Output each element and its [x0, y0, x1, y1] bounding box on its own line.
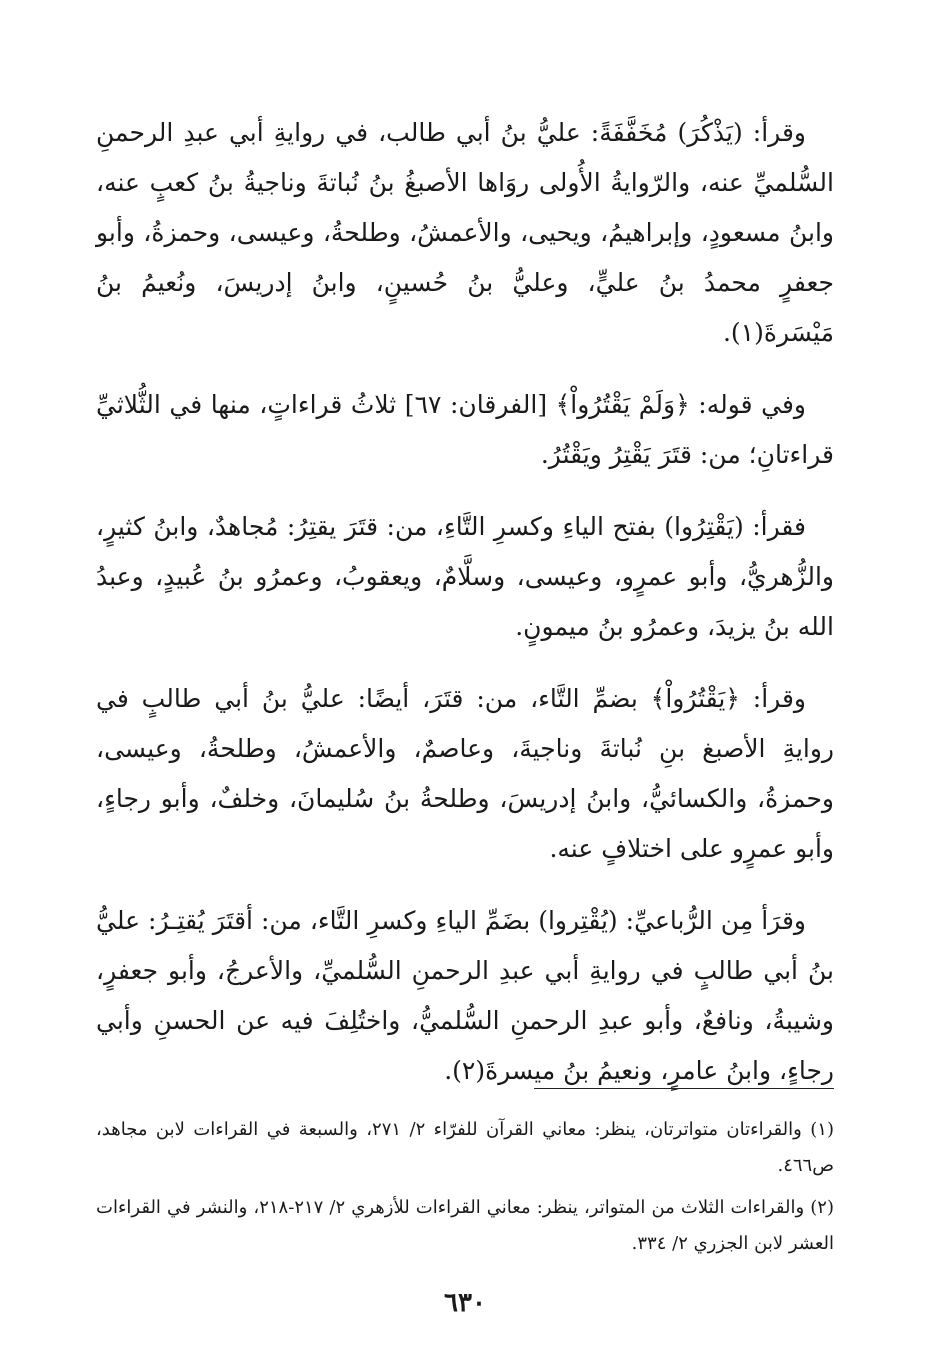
paragraph-5: وقرَأ مِن الرُّباعيِّ: (يُقْتِروا) بضَمِّ الياءِ وكسرِ التَّاء، من: أقتَرَ يُقتِـرُ: عليُّ بنُ أبي طالبٍ في روايةِ أبي عبدِ الرحمنِ السُّلميِّ، والأعرجُ، وأبو جعفرٍ، وشيبةُ، ونافعٌ، وأبو عبدِ الرحمنِ السُّلميُّ، واختُلِفَ فيه عن الحسنِ وأبي رجاءٍ، وابنُ عامرٍ، ونعيمُ بنُ ميسرةَ(٢).: [96, 906, 834, 1085]
paragraph-2: وفي قوله: ﴿وَلَمْ يَقْتُرُواْ﴾ [الفرقان: ٦٧] ثلاثُ قراءاتٍ، منها في الثُّلاثيِّ قراءتانِ؛ من: قتَرَ يَقْتِرُ ويَقْتُرُ.: [96, 390, 834, 469]
paragraph-3: فقرأ: (يَقْتِرُوا) بفتح الياءِ وكسرِ التَّاءِ، من: قتَرَ يقتِرُ: مُجاهدٌ، وابنُ كثيرٍ، والزُّهريُّ، وأبو عمرٍو، وعيسى، وسلَّامٌ، ويعقوبُ، وعمرُو بنُ عُبيدٍ، وعبدُ الله بنُ يزيدَ، وعمرُو بنُ ميمونٍ.: [96, 512, 834, 641]
paragraph-1: وقرأ: (يَذْكُرَ) مُخَفَّفَةً: عليُّ بنُ أبي طالب، في روايةِ أبي عبدِ الرحمنِ السُّلميِّ عنه، والرّوايةُ الأُولى روَاها الأصبغُ بنُ نُباتةَ وناجيةُ بنُ كعبٍ عنه، وابنُ مسعودٍ، وإبراهيمُ، ويحيى، والأعمشُ، وطلحةُ، وعيسى، وحمزةُ، وأبو جعفرٍ محمدُ بنُ عليٍّ، وعليُّ بنُ حُسينٍ، وابنُ إدريسَ، ونُعيمُ بنُ مَيْسَرةَ(١).: [96, 118, 834, 347]
footnote-divider: [534, 1088, 834, 1089]
paragraph-4: وقرأ: ﴿يَقْتُرُواْ﴾ بضمِّ التَّاء، من: قتَرَ، أيضًا: عليُّ بنُ أبي طالبٍ في روايةِ الأصبغ بنِ نُباتةَ وناجيةَ، وعاصمٌ، والأعمشُ، وطلحةُ، وعيسى، وحمزةُ، والكسائيُّ، وابنُ إدريسَ، وطلحةُ بنُ سُليمانَ، وخلفٌ، وأبو رجاءٍ، وأبو عمرٍو على اختلافٍ عنه.: [96, 684, 834, 863]
footnotes: [96, 1112, 834, 1268]
main-text: [96, 108, 834, 1096]
footnote-1: (١) والقراءتان متواترتان، ينظر: معاني القرآن للفرّاء ٢/ ٢٧١، والسبعة في القراءات لابن مجاهد، ص٤٦٦.: [96, 1119, 834, 1176]
footnote-2: (٢) والقراءات الثلاث من المتواتر، ينظر: معاني القراءات للأزهري ٢/ ٢١٧-٢١٨، والنشر في القراءات العشر لابن الجزري ٢/ ٣٣٤.: [96, 1197, 834, 1254]
page-number: ٦٣٠: [444, 1288, 486, 1318]
